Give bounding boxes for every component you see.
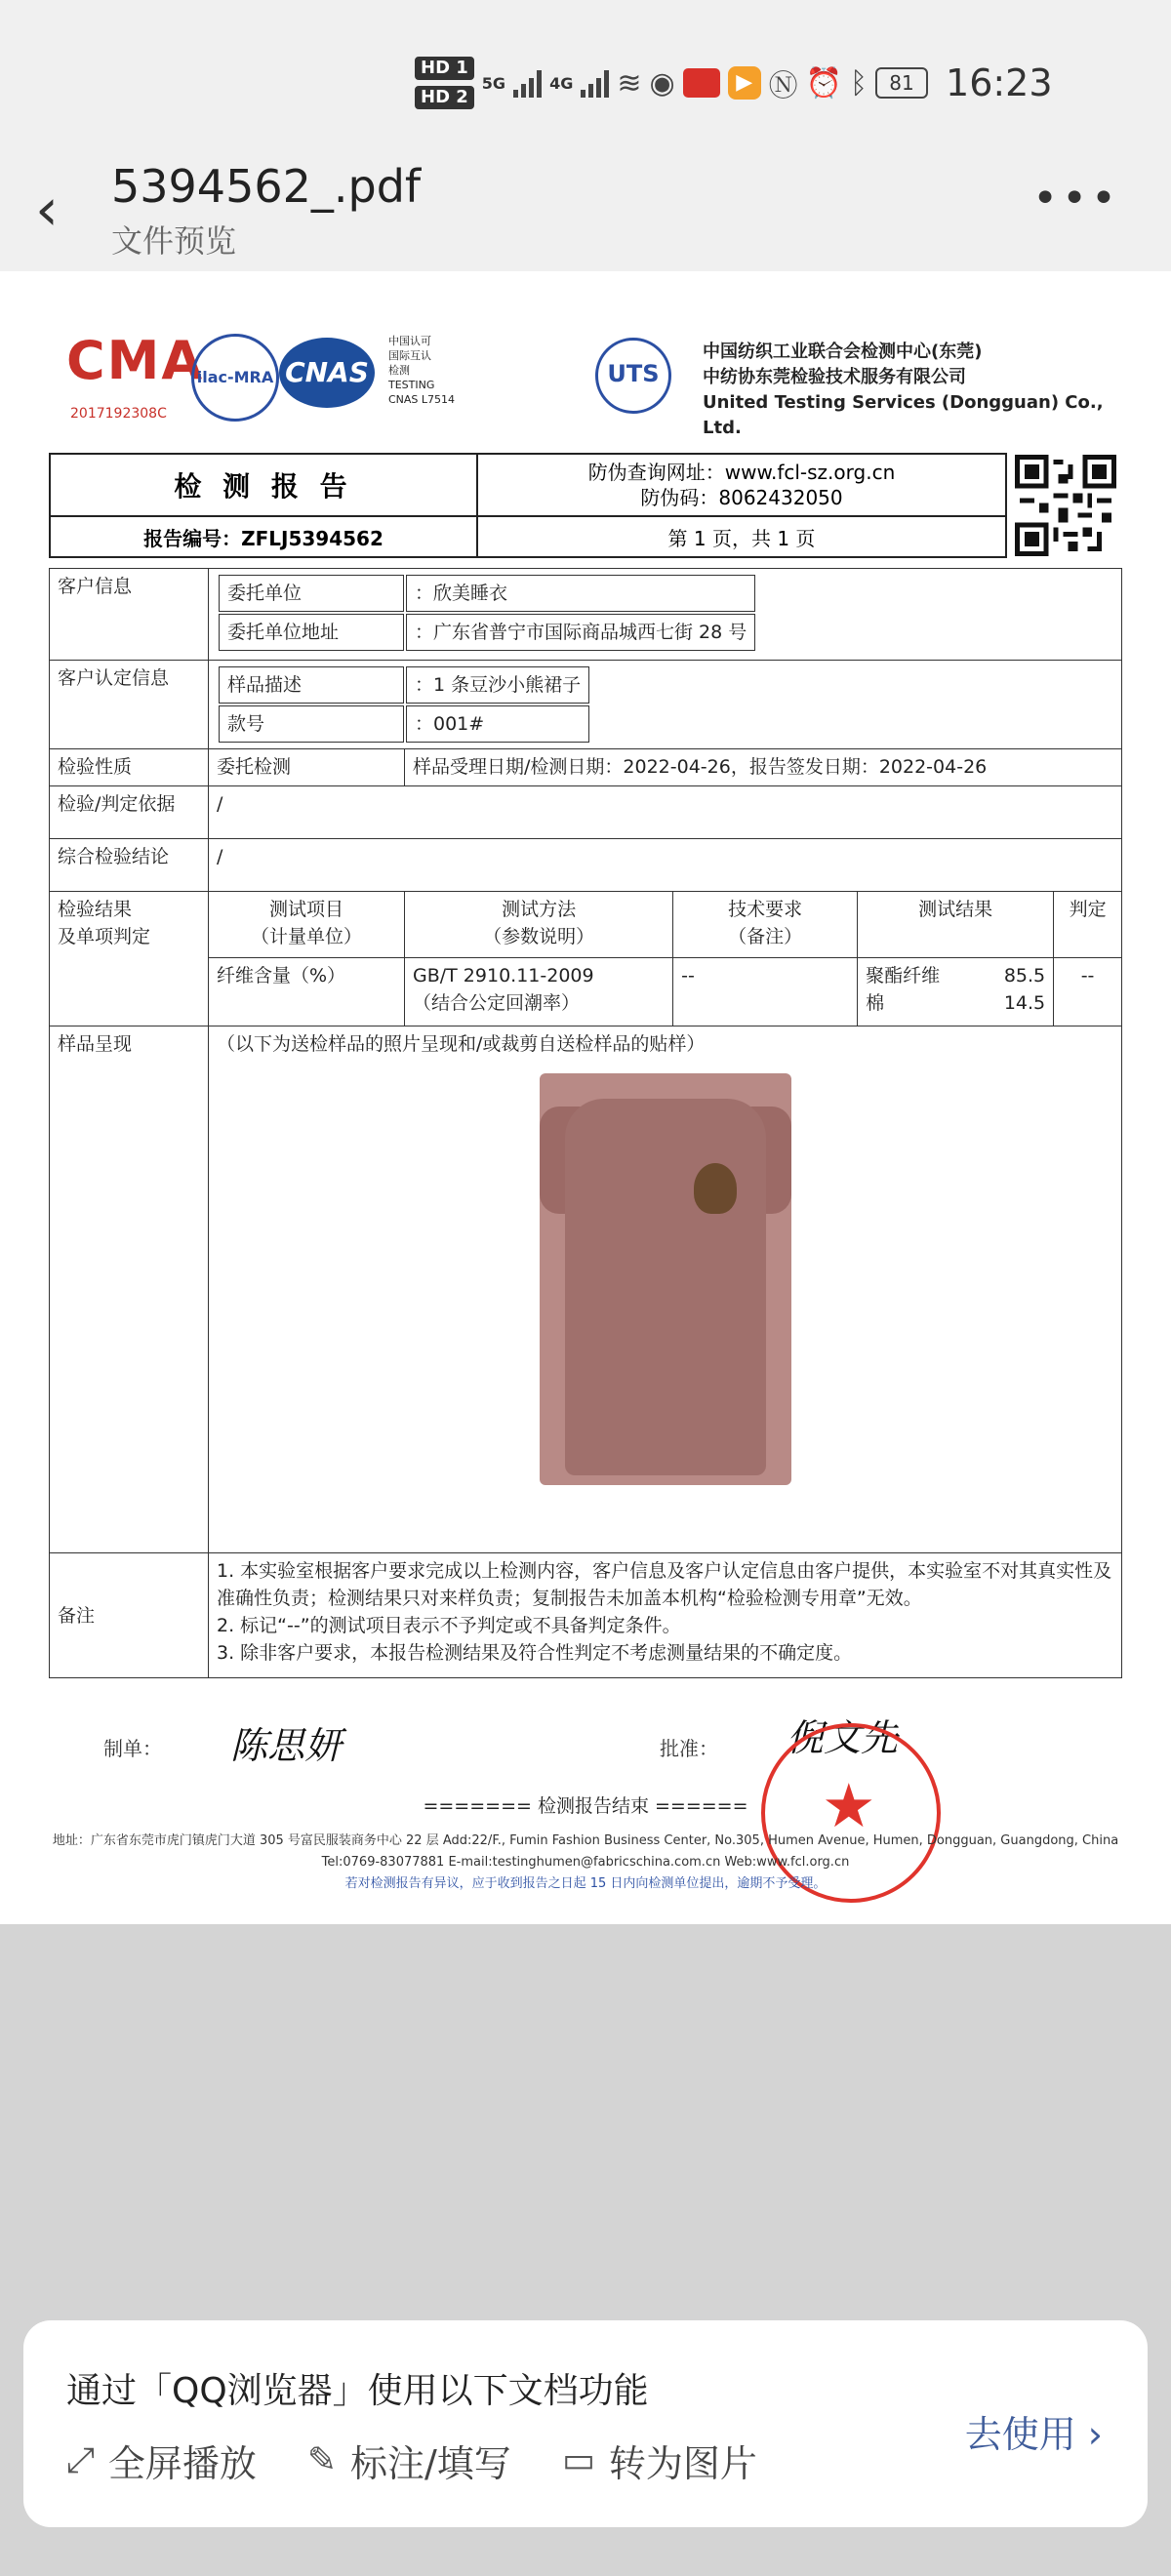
to-image-feature[interactable]: [562, 2434, 757, 2487]
conclusion-value: /: [209, 839, 1122, 892]
remarks: [209, 1553, 1122, 1678]
col-header-item: [209, 892, 405, 958]
sample-label: 样品呈现: [50, 1026, 209, 1553]
uts-logo: UTS: [595, 338, 671, 414]
bluetooth-icon: ᛒ: [850, 65, 868, 101]
wifi-icon: ≋: [617, 65, 642, 101]
sample-photo: [540, 1073, 791, 1485]
file-title: 5394562_.pdf: [111, 160, 422, 213]
col-item-line1: 测试项目: [268, 899, 343, 920]
report-header-table: [49, 453, 1007, 558]
wechat-icon: ◉: [649, 65, 675, 101]
hd-indicator: [415, 57, 474, 109]
use-button[interactable]: 去使用 ›: [964, 2413, 1103, 2456]
sample-section: [209, 1026, 1122, 1553]
hd2-badge: HD 2: [415, 86, 474, 109]
row-judge: --: [1054, 958, 1122, 1026]
row-requirement: --: [673, 958, 858, 1026]
col-method-line2: （参数说明）: [483, 926, 595, 947]
col-method-line1: 测试方法: [502, 899, 577, 920]
feature-list: [66, 2434, 757, 2487]
status-icons: [415, 57, 1053, 109]
conclusion-label: 综合检验结论: [50, 839, 209, 892]
alarm-icon: ⏰: [805, 65, 843, 101]
qq-browser-card: [23, 2320, 1148, 2527]
col-req-line2: （备注）: [728, 926, 803, 947]
remark-3: 3. 除非客户要求，本报告检测结果及符合性判定不考虑测量结果的不确定度。: [217, 1642, 853, 1664]
fiber1-row: [866, 962, 1045, 989]
footer-address: [49, 1831, 1122, 1895]
image-icon: ▭: [561, 2440, 595, 2480]
basis-value: /: [209, 786, 1122, 839]
verify-code: 防伪码：8062432050: [640, 486, 843, 509]
remark-2: 2. 标记“--”的测试项目表示不予判定或不具备判定条件。: [217, 1615, 681, 1636]
client-addr-label: 委托单位地址: [219, 614, 404, 651]
cnas-line: CNAS L7514: [388, 393, 456, 406]
fullscreen-label: 全屏播放: [107, 2442, 257, 2485]
company-cn1: 中国纺织工业联合会检测中心(东莞): [703, 342, 983, 362]
cnas-line: TESTING: [388, 379, 435, 391]
signature-row: [49, 1704, 1122, 1772]
client-confirm-inner: [217, 664, 591, 745]
annotate-label: 标注/填写: [350, 2442, 511, 2485]
verify-url: 防伪查询网址：www.fcl-sz.org.cn: [587, 461, 896, 484]
maker-signature: 陈思妍: [230, 1724, 343, 1767]
more-options-icon[interactable]: •••: [1032, 174, 1120, 223]
back-icon[interactable]: ‹: [35, 176, 59, 244]
cnas-logo: CNAS: [279, 338, 375, 408]
report-body-table: [49, 568, 1122, 1678]
row-result: [858, 958, 1054, 1026]
client-info-inner: [217, 573, 757, 653]
row-method-line1: GB/T 2910.11-2009: [413, 965, 594, 986]
annotate-feature[interactable]: [307, 2434, 511, 2487]
client-unit: ：欣美睡衣: [406, 575, 755, 612]
card-title: 通过「QQ浏览器」使用以下文档功能: [66, 2371, 649, 2411]
qr-code: [1015, 455, 1116, 556]
col-header-judge: 判定: [1054, 892, 1122, 958]
bear-print-icon: [694, 1163, 737, 1214]
maker-label: 制单：: [103, 1737, 162, 1760]
style-no: ：001#: [406, 705, 589, 743]
stamp-star-icon: ★: [822, 1770, 876, 1841]
cma-number: 2017192308C: [70, 406, 167, 422]
pdf-page: [0, 271, 1171, 1924]
verify-info: [477, 454, 1006, 516]
net1-label: 5G: [481, 73, 506, 93]
cnas-line: 国际互认: [388, 349, 431, 362]
sample-desc: ：1 条豆沙小熊裙子: [406, 666, 589, 704]
col-item-line2: （计量单位）: [250, 926, 362, 947]
net2-label: 4G: [549, 73, 574, 93]
nature-label: 检验性质: [50, 749, 209, 786]
row-item: 纤维含量（%）: [209, 958, 405, 1026]
client-info-label: 客户信息: [50, 569, 209, 661]
app-notification-icon: [683, 68, 720, 98]
logo-row: [66, 330, 1130, 437]
report-dates: 样品受理日期/检测日期：2022-04-26，报告签发日期：2022-04-26: [405, 749, 1122, 786]
remarks-label: 备注: [50, 1553, 209, 1678]
client-unit-label: 委托单位: [219, 575, 404, 612]
results-label-line1: 检验结果: [58, 899, 133, 920]
company-cn2: 中纺协东莞检验技术服务有限公司: [703, 367, 966, 387]
client-confirm-label: 客户认定信息: [50, 661, 209, 749]
battery-icon: 81: [875, 67, 928, 99]
row-method-line2: （结合公定回潮率）: [413, 992, 581, 1014]
fiber1-value: 85.5: [1003, 965, 1046, 986]
company-name: [703, 340, 1130, 441]
col-header-requirement: [673, 892, 858, 958]
nature-value: 委托检测: [209, 749, 405, 786]
cnas-line: 检测: [388, 364, 410, 377]
col-req-line1: 技术要求: [728, 899, 803, 920]
signal-icon: [513, 68, 542, 98]
nav-bar: [0, 156, 1171, 271]
style-label: 款号: [219, 705, 404, 743]
edit-icon: ✎: [306, 2440, 337, 2480]
company-en: United Testing Services (Dongguan) Co., Ltd.: [703, 392, 1104, 438]
signal-icon-2: [581, 68, 609, 98]
page-info: 第 1 页，共 1 页: [477, 516, 1006, 557]
row-method: [405, 958, 673, 1026]
cnas-line: 中国认可: [388, 335, 431, 347]
fullscreen-feature[interactable]: [66, 2434, 257, 2487]
address-line: 地址：广东省东莞市虎门镇虎门大道 305 号富民服装商务中心 22 层 Add:22/F., Fumin Fashion Business Center, No.305, Humen Avenue, Humen, Dongguan, Guangdong, China: [52, 1833, 1119, 1848]
hd1-badge: HD 1: [415, 57, 474, 80]
fiber2-name: 棉: [866, 992, 885, 1014]
results-label-line2: 及单项判定: [58, 926, 151, 947]
sample-desc-label: 样品描述: [219, 666, 404, 704]
cma-logo: CMA: [66, 330, 205, 391]
file-subtitle: 文件预览: [111, 222, 237, 260]
remark-1: 1. 本实验室根据客户要求完成以上检测内容，客户信息及客户认定信息由客户提供，本实验室不对其真实性及准确性负责；检测结果只对来样负责；复制报告未加盖本机构“检验检测专用章”无效。: [217, 1560, 1112, 1609]
approver-label: 批准：: [660, 1737, 718, 1760]
fiber1-name: 聚酯纤维: [866, 965, 941, 986]
to-image-label: 转为图片: [608, 2442, 757, 2485]
dress-body: [565, 1099, 766, 1475]
report-end: ======= 检测报告结束 ======: [423, 1795, 748, 1817]
clock: 16:23: [946, 61, 1053, 104]
client-addr: ：广东省普宁市国际商品城西七街 28 号: [406, 614, 755, 651]
fullscreen-icon: ⤢: [66, 2439, 95, 2480]
fiber2-value: 14.5: [1003, 992, 1046, 1014]
approver-signature: 倪文先: [787, 1716, 899, 1759]
client-info: [209, 569, 1122, 661]
fiber2-row: [866, 989, 1045, 1017]
appeal-note: 若对检测报告有异议，应于收到报告之日起 15 日内向检测单位提出，逾期不予受理。: [344, 1876, 827, 1891]
cnas-text: [388, 334, 466, 407]
col-header-result: 测试结果: [858, 892, 1054, 958]
client-confirm-info: [209, 661, 1122, 749]
sample-note: （以下为送检样品的照片呈现和/或裁剪自送检样品的贴样）: [217, 1033, 706, 1055]
video-app-icon: ▶: [728, 66, 761, 100]
nfc-icon: Ⓝ: [768, 69, 798, 103]
col-header-method: [405, 892, 673, 958]
results-label: [50, 892, 209, 1026]
ilac-logo: ilac-MRA: [191, 334, 279, 422]
contact-line: Tel:0769-83077881 E-mail:testinghumen@fabricschina.com.cn Web:www.fcl.org.cn: [321, 1855, 850, 1870]
report-number: 报告编号：ZFLJ5394562: [50, 516, 477, 557]
status-bar: [0, 0, 1171, 156]
report-title: 检 测 报 告: [50, 454, 477, 516]
basis-label: 检验/判定依据: [50, 786, 209, 839]
